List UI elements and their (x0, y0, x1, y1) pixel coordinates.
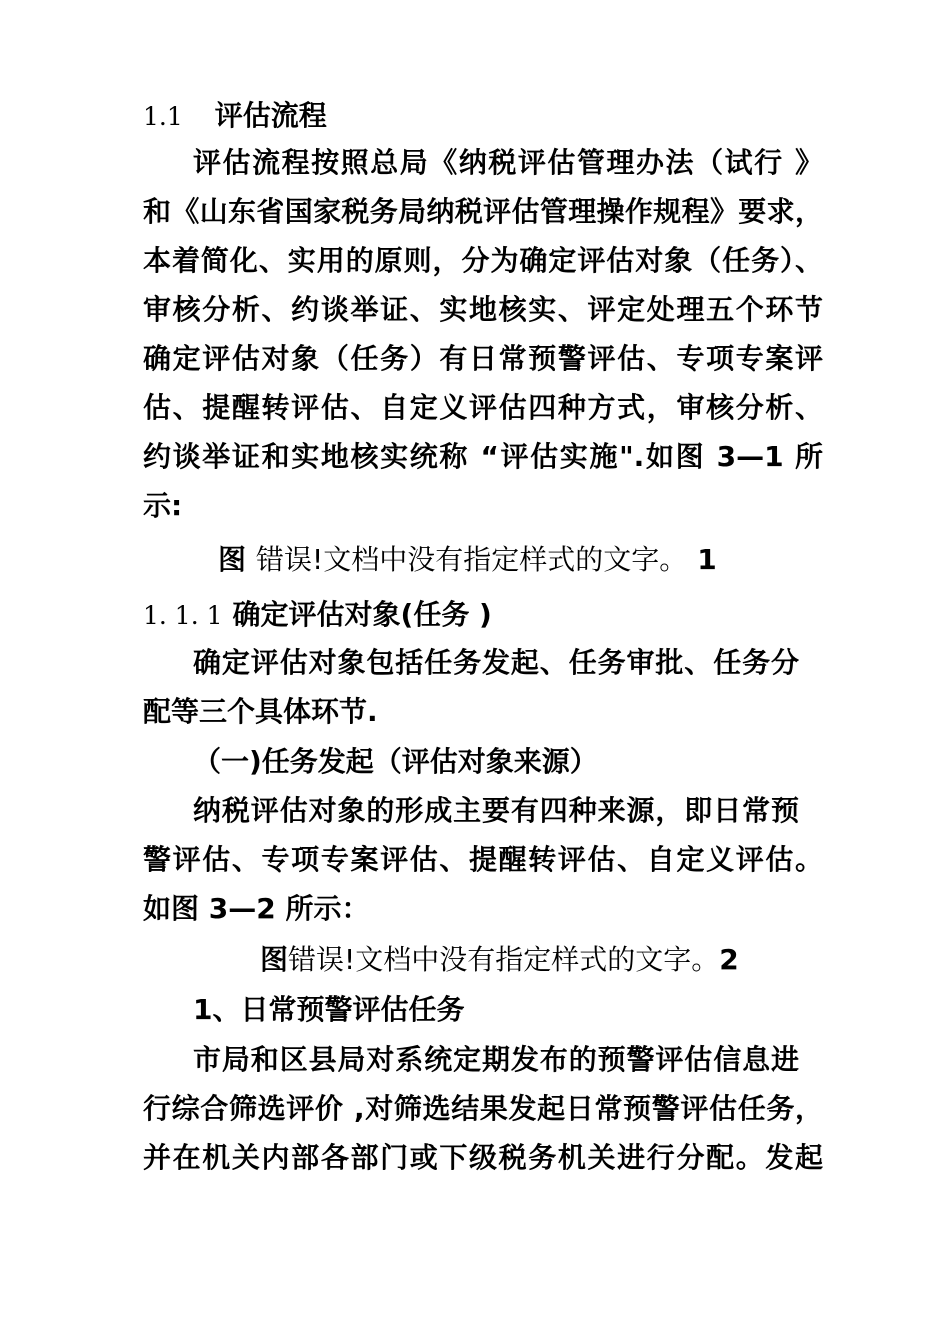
caption-number: 1 (697, 543, 717, 576)
subheading-daily-warning: 1、日常预警评估任务 (193, 993, 465, 1026)
paragraph-line: 审核分析、约谈举证、实地核实、评定处理五个环节 (143, 293, 823, 326)
caption-number: 2 (719, 943, 739, 976)
paragraph-line: 行综合筛选评价 ,对筛选结果发起日常预警评估任务， (143, 1092, 823, 1125)
figure-caption-1 (218, 540, 818, 580)
paragraph-line: 确定评估对象包括任务发起、任务审批、任务分 (193, 646, 799, 679)
paragraph-line: 纳税评估对象的形成主要有四种来源，即日常预 (193, 794, 799, 827)
paragraph-line: 和《山东省国家税务局纳税评估管理操作规程》要求， (143, 195, 823, 228)
paragraph-line: 配等三个具体环节. (143, 695, 378, 728)
paragraph-line: 警评估、专项专案评估、提醒转评估、自定义评估。 (143, 843, 823, 876)
paragraph-line: 并在机关内部各部门或下级税务机关进行分配。发起 (143, 1141, 823, 1174)
subsection-heading (143, 595, 823, 636)
paragraph-line: 估、提醒转评估、自定义评估四种方式，审核分析、 (143, 391, 823, 424)
subsection-title: 确定评估对象(任务 ) (232, 598, 492, 631)
paragraph-line: 确定评估对象（任务）有日常预警评估、专项专案评 (143, 342, 823, 375)
section-title: 评估流程 (214, 99, 327, 132)
subsection-number: 1. 1. 1 (143, 601, 223, 630)
paragraph-line: 示: (143, 489, 183, 522)
caption-label: 图 (260, 943, 289, 976)
figure-caption-2 (260, 940, 780, 980)
caption-label: 图 (218, 543, 247, 576)
paragraph-line: 市局和区县局对系统定期发布的预警评估信息进 (193, 1043, 799, 1076)
paragraph-line: 约谈举证和实地核实统称 “评估实施".如图 3—1 所 (143, 440, 823, 473)
caption-text: 错误!文档中没有指定样式的文字。 (256, 543, 688, 576)
paragraph-line: 如图 3—2 所示： (143, 892, 370, 925)
section-heading (143, 96, 823, 137)
paragraph-line: 评估流程按照总局《纳税评估管理办法（试行 》 (193, 146, 823, 179)
subheading-task-initiation: （一)任务发起（评估对象来源） (193, 745, 598, 778)
caption-text: 错误!文档中没有指定样式的文字。 (288, 943, 720, 976)
paragraph-line: 本着简化、实用的原则，分为确定评估对象（任务）、 (143, 244, 823, 277)
section-number: 1.1 (143, 102, 183, 131)
